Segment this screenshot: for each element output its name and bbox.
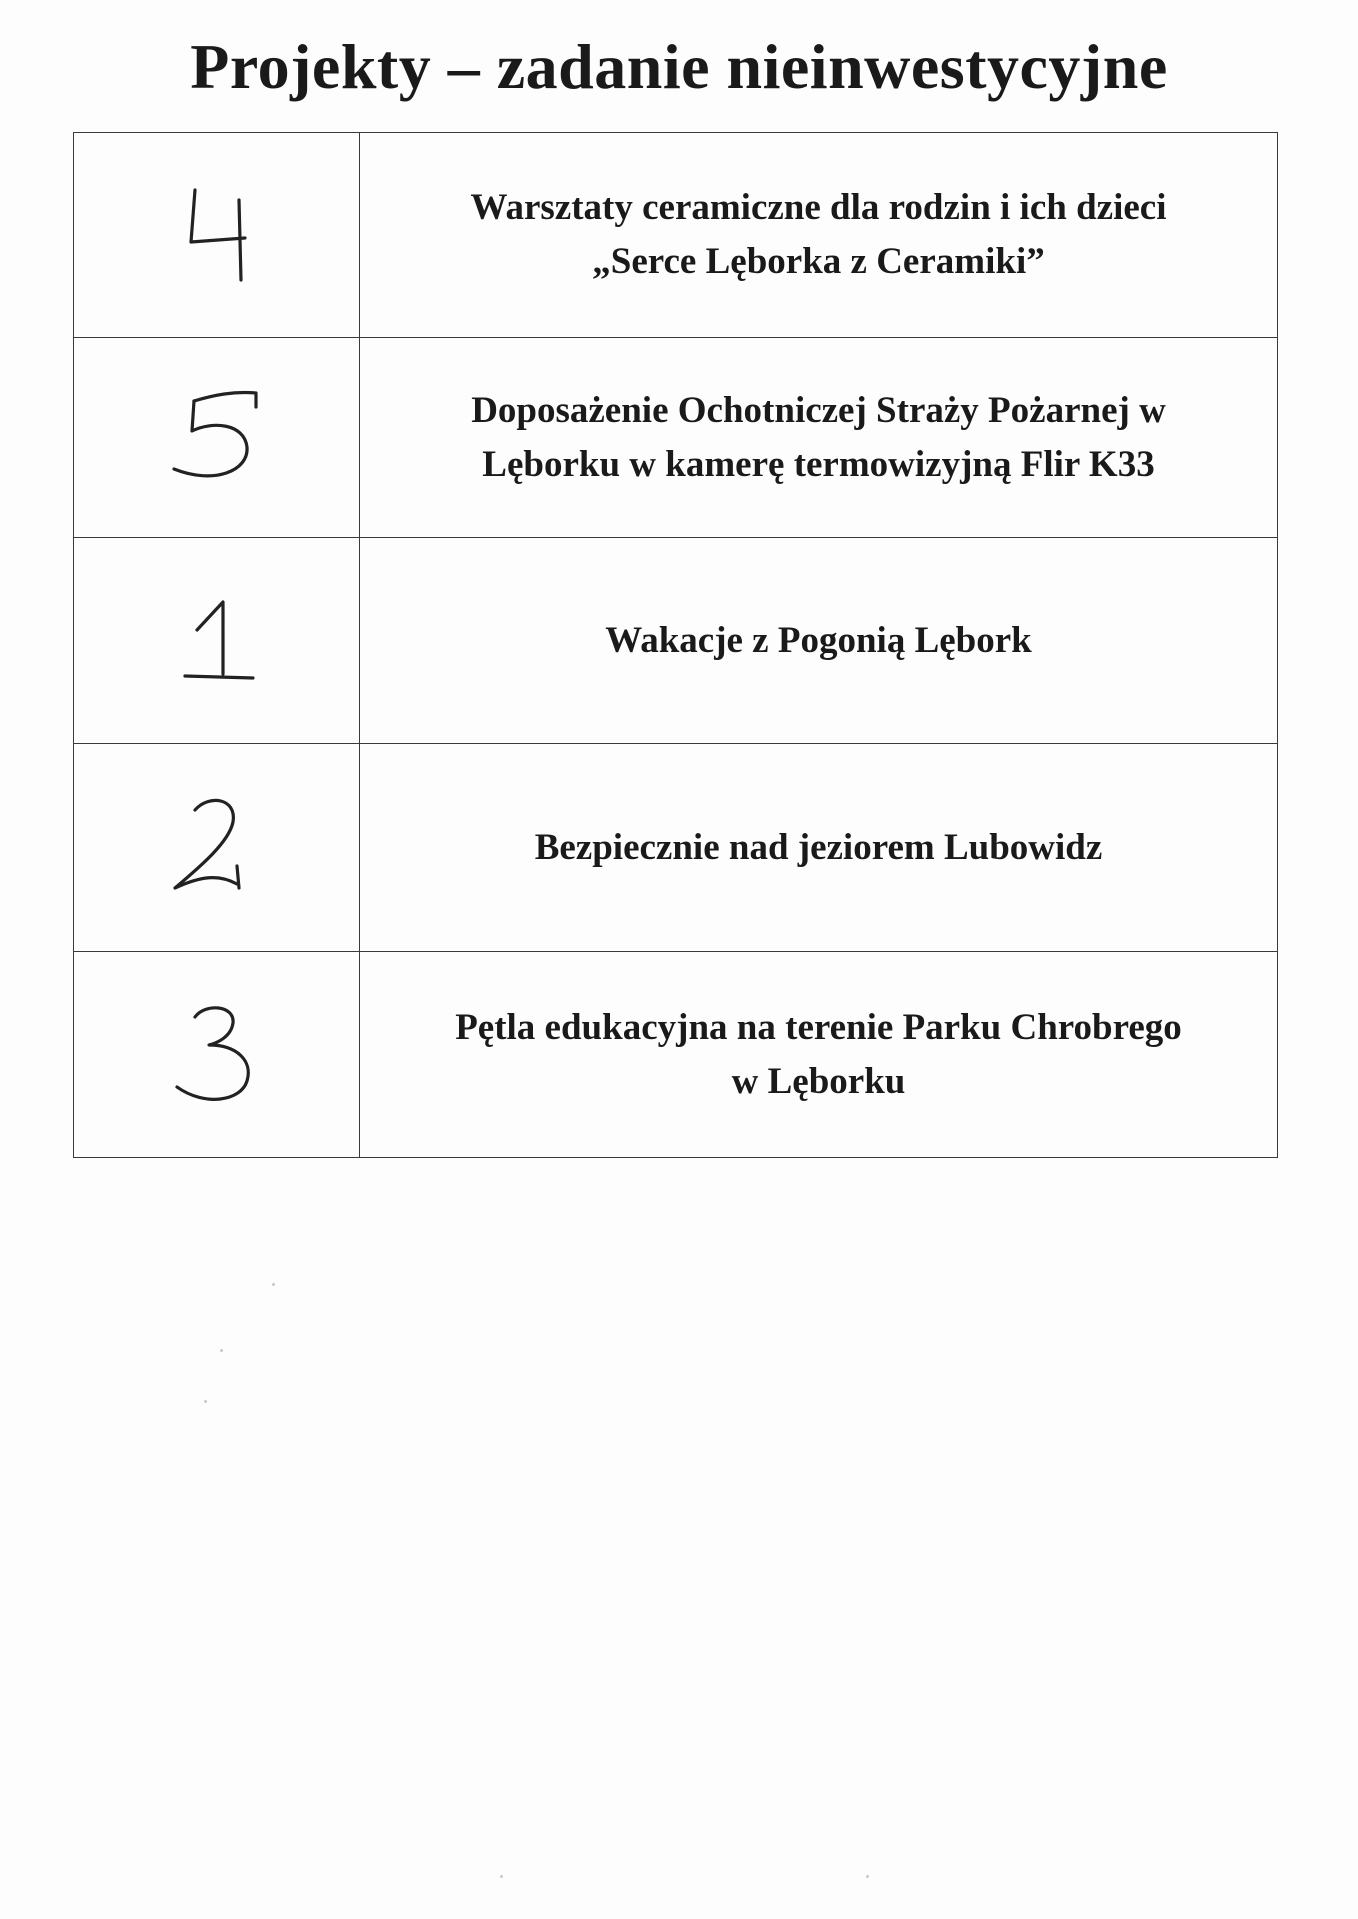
scan-speck (204, 1400, 207, 1403)
table-row (74, 952, 1278, 1158)
scan-speck (866, 1875, 869, 1878)
handwritten-2-glyph (157, 788, 277, 908)
handwritten-3-glyph (157, 995, 277, 1115)
project-title (360, 133, 1278, 338)
handwritten-number-2 (74, 744, 360, 952)
project-title-line: Warsztaty ceramiczne dla rodzin i ich dzieci (470, 187, 1167, 228)
table-row (74, 338, 1278, 538)
handwritten-4-glyph (157, 180, 277, 290)
project-title (360, 538, 1278, 744)
handwritten-5-glyph (152, 383, 282, 493)
project-title (360, 338, 1278, 538)
handwritten-number-3 (74, 952, 360, 1158)
project-title-line: Bezpiecznie nad jeziorem Lubowidz (534, 826, 1103, 868)
handwritten-number-5 (74, 338, 360, 538)
projects-table (73, 132, 1278, 1158)
scan-speck (220, 1349, 223, 1352)
scan-speck (500, 1875, 503, 1878)
table-row (74, 744, 1278, 952)
handwritten-number-4 (74, 133, 360, 338)
handwritten-number-1 (74, 538, 360, 744)
handwritten-1-glyph (157, 586, 277, 696)
table-row (74, 538, 1278, 744)
project-title-line: Doposażenie Ochotniczej Straży Pożarnej w (471, 389, 1166, 431)
project-title-line: Pętla edukacyjna na terenie Parku Chrobrego (455, 1006, 1182, 1048)
project-title-line: Wakacje z Pogonią Lębork (605, 619, 1032, 661)
project-title-line: Lęborku w kamerę termowizyjną Flir K33 (482, 443, 1155, 485)
project-title (360, 744, 1278, 952)
scan-speck (272, 1283, 275, 1286)
project-title (360, 952, 1278, 1158)
page-title: Projekty – zadanie nieinwestycyjne (190, 31, 1168, 102)
project-title-line: w Lęborku (731, 1060, 906, 1102)
project-title-line: „Serce Lęborka z Ceramiki” (592, 241, 1045, 282)
table-row (74, 133, 1278, 338)
